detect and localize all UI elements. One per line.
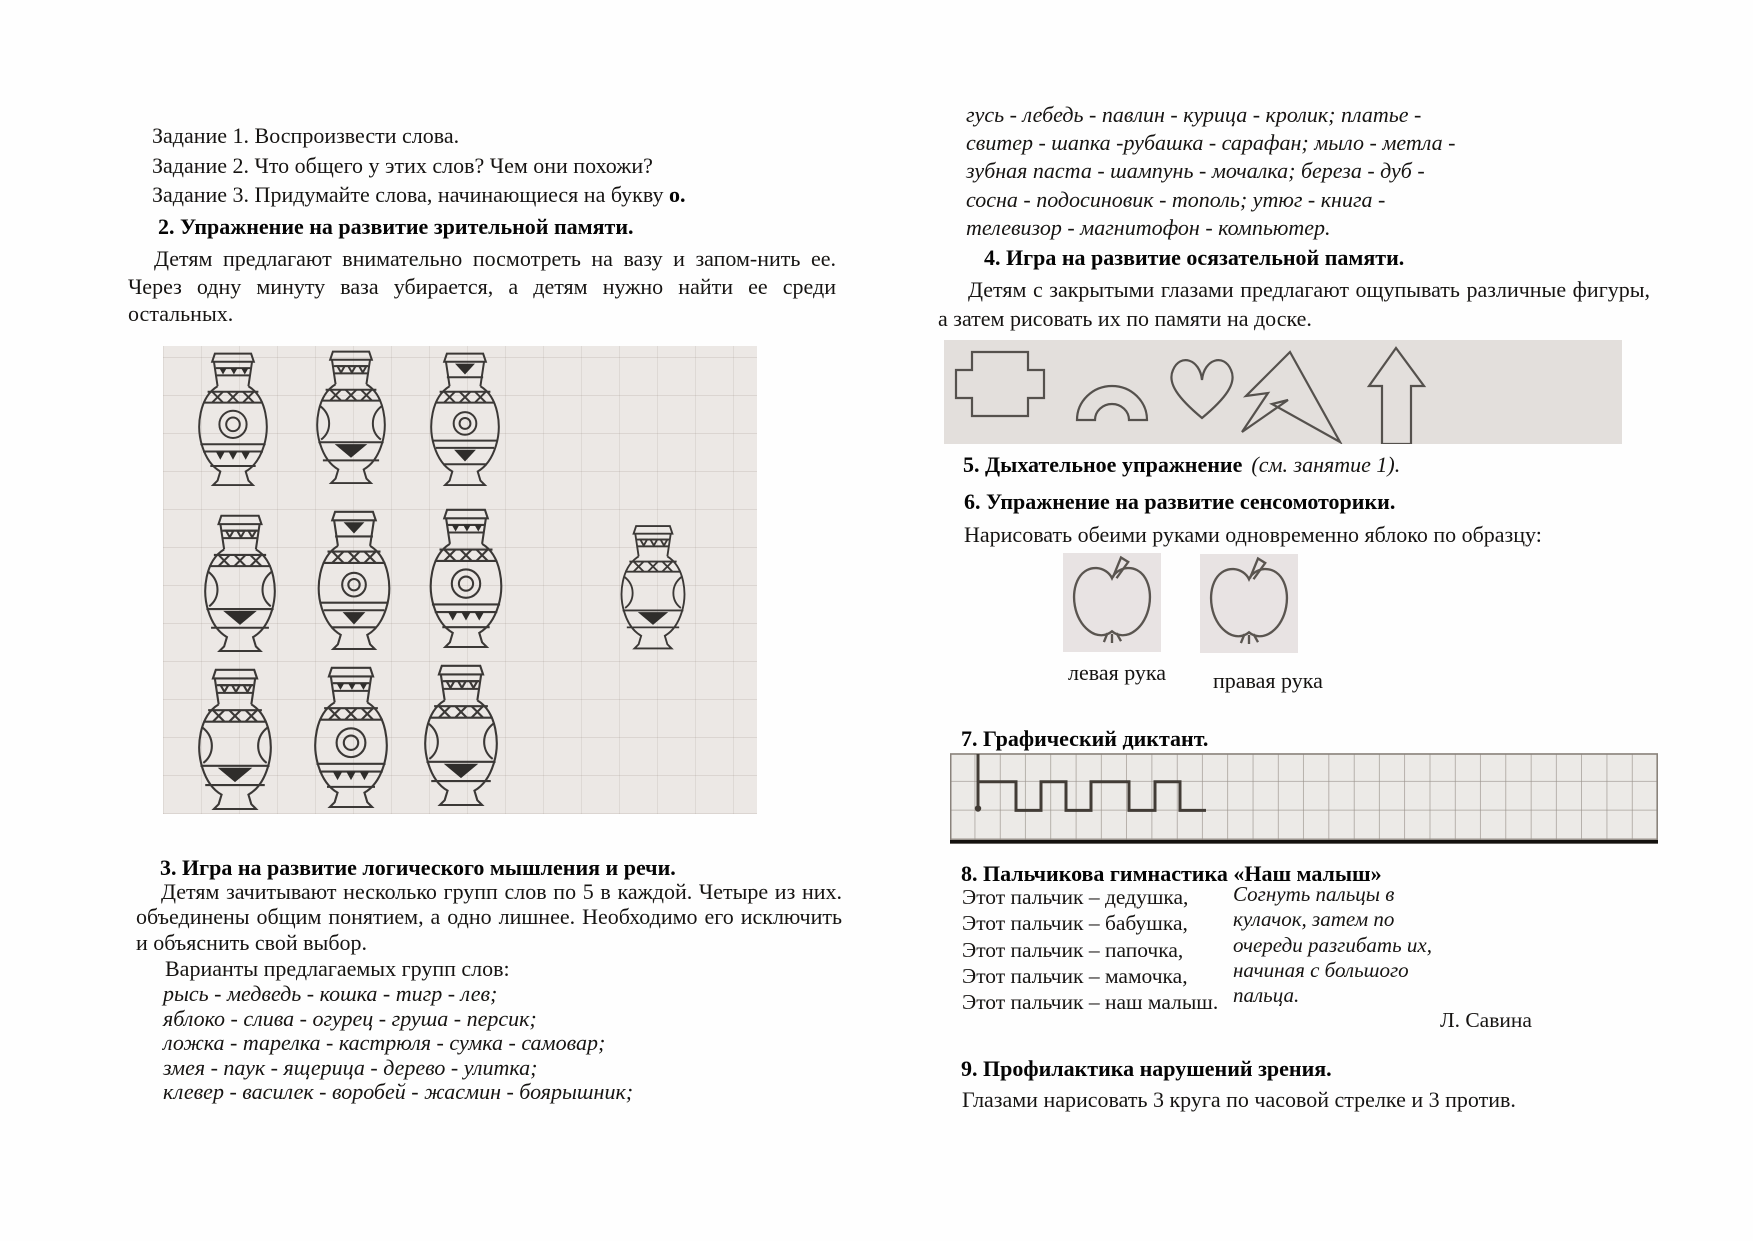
section8-heading: 8. Пальчикова гимнастика «Наш малыш» xyxy=(961,861,1382,886)
vases-illustration xyxy=(163,346,757,814)
lightning-icon xyxy=(1242,352,1340,442)
section7-heading: 7. Графический диктант. xyxy=(961,726,1209,751)
section3-paragraph: Детям зачитывают несколько групп слов по 5 в каждой. Четыре из них. объединены общим понятием, а одно лишнее. Необходимо его исключить и объяснить свой выбор. xyxy=(136,879,842,955)
vase-icon xyxy=(199,670,270,809)
vase-icon xyxy=(205,516,274,651)
vase-icon xyxy=(199,354,266,485)
word-group-item: гусь - лебедь - павлин - курица - кролик; платье - xyxy=(966,102,1422,127)
section9-text: Глазами нарисовать 3 круга по часовой стрелке и 3 против. xyxy=(962,1087,1516,1112)
finger-poem xyxy=(962,884,1218,1015)
up-arrow-icon xyxy=(1369,348,1424,444)
section5-note: (см. занятие 1). xyxy=(1251,452,1401,477)
word-group-item: клевер - василек - воробей - жасмин - боярышник; xyxy=(163,1079,634,1105)
instruction-line: очереди разгибать их, xyxy=(1233,932,1432,957)
apple-right-icon xyxy=(1200,554,1298,653)
left-hand-label: левая рука xyxy=(1068,660,1167,685)
word-groups-list xyxy=(163,982,633,1105)
tasks-block xyxy=(152,121,686,210)
arc-icon xyxy=(1077,386,1147,420)
heart-icon xyxy=(1171,360,1232,418)
vase-icon xyxy=(431,354,498,485)
apple-right-box xyxy=(1200,554,1298,653)
task-line-1: Задание 1. Воспроизвести слова. xyxy=(152,123,460,148)
notched-plate-icon xyxy=(956,352,1044,416)
poem-line: Этот пальчик – дедушка, xyxy=(962,885,1189,909)
word-group-item: змея - паук - ящерица - дерево - улитка; xyxy=(163,1054,538,1080)
task-line-3: Задание 3. Придумайте слова, начинающиеся на букву о. xyxy=(152,182,686,207)
poem-line: Этот пальчик – папочка, xyxy=(962,937,1184,962)
vase-icon xyxy=(425,666,496,805)
word-group-item: сосна - подосиновик - тополь; утюг - книга - xyxy=(966,186,1386,212)
word-group-item: ложка - тарелка - кастрюля - сумка - самовар; xyxy=(163,1030,606,1056)
vase-icon xyxy=(319,512,389,649)
section4-heading: 4. Игра на развитие осязательной памяти. xyxy=(984,245,1405,270)
vase-icon xyxy=(431,510,501,647)
poem-author: Л. Савина xyxy=(1440,1008,1532,1032)
graph-paper-grid xyxy=(950,754,1658,840)
poem-line: Этот пальчик – мамочка, xyxy=(962,963,1188,988)
word-groups-continued-list xyxy=(966,101,1455,242)
vase-icon xyxy=(317,352,384,483)
word-group-item: свитер - шапка -рубашка - сарафан; мыло - метла - xyxy=(966,130,1456,156)
poem-instruction xyxy=(1233,882,1503,1008)
word-group-item: зубная паста - шампунь - мочалка; береза - дуб - xyxy=(966,158,1425,184)
word-group-item: рысь - медведь - кошка - тигр - лев; xyxy=(163,981,498,1006)
task3-letter: о. xyxy=(669,182,686,207)
right-hand-label: правая рука xyxy=(1213,668,1323,693)
word-group-item: телевизор - магнитофон - компьютер. xyxy=(966,214,1331,240)
poem-line: Этот пальчик – бабушка, xyxy=(962,911,1188,936)
section5-heading: 5. Дыхательное упражнение (см. занятие 1). xyxy=(963,452,1401,477)
vase-icon xyxy=(622,526,685,648)
dictation-grid-figure xyxy=(950,753,1658,844)
section2-paragraph: Детям предлагают внимательно посмотреть на вазу и запом-нить ее. Через одну минуту ваза убирается, а детям нужно найти ее среди остальных. xyxy=(128,246,836,327)
section3-heading: 3. Игра на развитие логического мышления и речи. xyxy=(160,855,676,880)
vases-figure xyxy=(163,346,757,814)
tactile-shapes-figure xyxy=(944,340,1622,444)
apple-left-icon xyxy=(1063,553,1161,652)
variants-label: Варианты предлагаемых групп слов: xyxy=(165,956,510,981)
instruction-line: начиная с большого xyxy=(1233,957,1409,982)
word-group-item: яблоко - слива - огурец - груша - персик; xyxy=(163,1005,537,1031)
apple-left-box xyxy=(1063,553,1161,652)
section6-heading: 6. Упражнение на развитие сенсомоторики. xyxy=(964,489,1396,514)
poem-line: Этот пальчик – наш малыш. xyxy=(962,990,1219,1015)
section9-heading: 9. Профилактика нарушений зрения. xyxy=(961,1056,1332,1081)
instruction-line: Согнуть пальцы в xyxy=(1233,882,1395,906)
task-line-2: Задание 2. Что общего у этих слов? Чем они похожи? xyxy=(152,152,653,178)
section6-text: Нарисовать обеими руками одновременно яблоко по образцу: xyxy=(964,522,1542,547)
vase-icon xyxy=(315,668,386,807)
section2-heading: 2. Упражнение на развитие зрительной памяти. xyxy=(158,214,634,239)
instruction-line: пальца. xyxy=(1233,983,1300,1008)
section4-paragraph: Детям с закрытыми глазами предлагают ощупывать различные фигуры, а затем рисовать их по памяти на доске. xyxy=(938,277,1650,331)
instruction-line: кулачок, затем по xyxy=(1233,907,1395,932)
